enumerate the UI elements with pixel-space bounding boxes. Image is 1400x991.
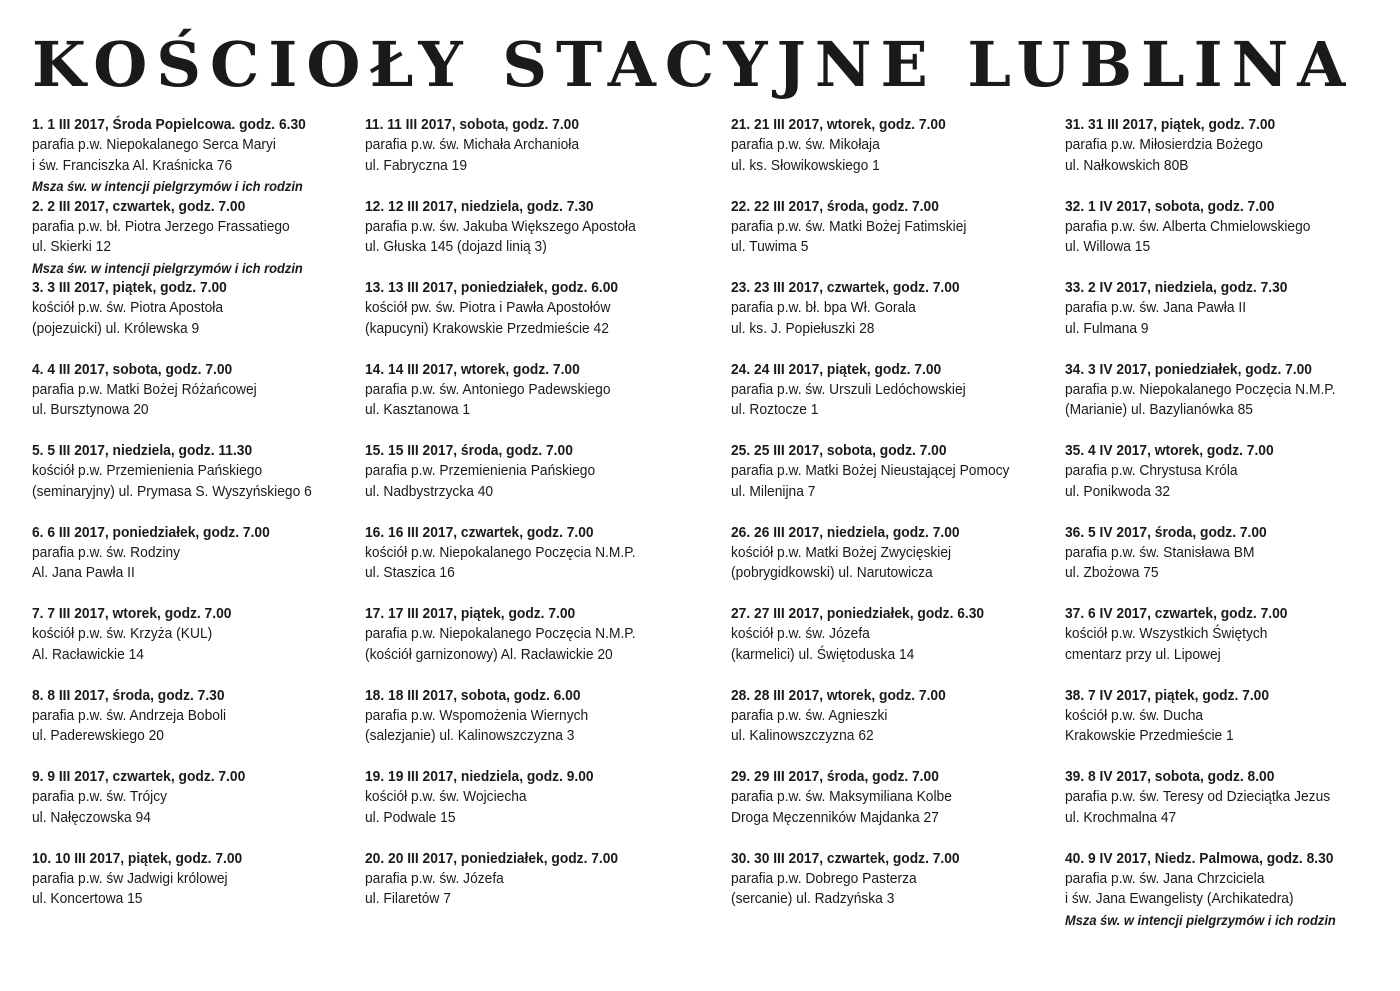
- schedule-entry: [365, 604, 678, 686]
- schedule-entry: [1065, 767, 1378, 849]
- entry-date-time: 3. 3 III 2017, piątek, godz. 7.00: [32, 279, 227, 296]
- entry-date-time: 18. 18 III 2017, sobota, godz. 6.00: [365, 686, 581, 704]
- schedule-entry: [1065, 686, 1378, 768]
- entry-date-time: 25. 25 III 2017, sobota, godz. 7.00: [731, 442, 947, 459]
- entry-address: ul. ks. J. Popiełuszki 28: [731, 319, 875, 337]
- entry-date-time: 33. 2 IV 2017, niedziela, godz. 7.30: [1065, 279, 1288, 296]
- entry-date-time: 5. 5 III 2017, niedziela, godz. 11.30: [32, 442, 253, 459]
- schedule-entry: [32, 604, 336, 686]
- entry-church-name: parafia p.w. św. Michała Archanioła: [365, 136, 580, 154]
- entry-church-name: parafia p.w. św. Trójcy: [32, 788, 167, 806]
- schedule-entry: [32, 360, 336, 442]
- entry-church-name: parafia p.w. św. Rodziny: [32, 543, 181, 561]
- entry-date-time: 35. 4 IV 2017, wtorek, godz. 7.00: [1065, 442, 1274, 459]
- schedule-entry: [731, 523, 1044, 605]
- entry-church-name: kościół p.w. św. Wojciecha: [365, 788, 527, 806]
- entry-address: ul. Podwale 15: [365, 808, 456, 826]
- schedule-entry: [32, 115, 336, 197]
- entry-mass-intention-note: Msza św. w intencji pielgrzymów i ich rodzin: [32, 178, 303, 195]
- entry-church-name: kościół p.w. św. Ducha: [1065, 706, 1204, 724]
- entry-mass-intention-note: Msza św. w intencji pielgrzymów i ich rodzin: [1065, 911, 1336, 928]
- entry-church-name: parafia p.w. św. Matki Bożej Fatimskiej: [731, 217, 967, 235]
- schedule-entry: [731, 115, 1044, 197]
- schedule-entry: [1065, 441, 1378, 523]
- schedule-entry: [365, 767, 678, 849]
- entry-church-name: parafia p.w. św. Teresy od Dzieciątka Jezus: [1065, 788, 1331, 806]
- entry-date-time: 27. 27 III 2017, poniedziałek, godz. 6.30: [731, 605, 985, 622]
- entry-address: Al. Jana Pawła II: [32, 564, 135, 582]
- entry-address: i św. Franciszka Al. Kraśnicka 76: [32, 156, 233, 174]
- schedule-column: [365, 115, 678, 930]
- entry-address: (pobrygidkowski) ul. Narutowicza: [731, 564, 933, 582]
- entry-date-time: 36. 5 IV 2017, środa, godz. 7.00: [1065, 523, 1267, 541]
- entry-date-time: 20. 20 III 2017, poniedziałek, godz. 7.00: [365, 849, 619, 867]
- entry-address: (kościół garnizonowy) Al. Racławickie 20: [365, 645, 613, 663]
- entry-church-name: parafia p.w. Miłosierdzia Bożego: [1065, 136, 1263, 154]
- entry-church-name: parafia p.w. św. Agnieszki: [731, 706, 888, 724]
- schedule-entry: [32, 278, 336, 360]
- schedule-entry: [1065, 360, 1378, 442]
- schedule-entry: [32, 849, 336, 931]
- entry-date-time: 13. 13 III 2017, poniedziałek, godz. 6.00: [365, 279, 619, 296]
- entry-date-time: 37. 6 IV 2017, czwartek, godz. 7.00: [1065, 605, 1288, 622]
- schedule-entry: [365, 523, 678, 605]
- schedule-entry: [365, 278, 678, 360]
- schedule-entry: [1065, 849, 1378, 931]
- entry-church-name: kościół p.w. Matki Bożej Zwycięskiej: [731, 543, 952, 561]
- entry-church-name: parafia p.w. Matki Bożej Nieustającej Pomocy: [731, 462, 1010, 480]
- entry-date-time: 30. 30 III 2017, czwartek, godz. 7.00: [731, 849, 960, 867]
- entry-address: ul. Roztocze 1: [731, 401, 819, 419]
- entry-address: (Marianie) ul. Bazylianówka 85: [1065, 401, 1253, 419]
- entry-address: ul. Fulmana 9: [1065, 319, 1149, 337]
- entry-church-name: parafia p.w. bł. bpa Wł. Gorala: [731, 299, 916, 317]
- entry-date-time: 11. 11 III 2017, sobota, godz. 7.00: [365, 116, 580, 133]
- schedule-entry: [365, 197, 678, 279]
- entry-church-name: parafia p.w. Dobrego Pasterza: [731, 869, 917, 887]
- schedule-entry: [731, 686, 1044, 768]
- schedule-entry: [1065, 115, 1378, 197]
- schedule-entry: [365, 360, 678, 442]
- entry-address: ul. Kasztanowa 1: [365, 401, 471, 419]
- entry-church-name: kościół p.w. św. Piotra Apostoła: [32, 299, 224, 317]
- entry-church-name: parafia p.w. Matki Bożej Różańcowej: [32, 380, 257, 398]
- entry-church-name: parafia p.w. św. Antoniego Padewskiego: [365, 380, 611, 398]
- entry-address: Droga Męczenników Majdanka 27: [731, 808, 939, 826]
- entry-address: ul. Nałkowskich 80B: [1065, 156, 1189, 174]
- entry-address: (kapucyni) Krakowskie Przedmieście 42: [365, 319, 609, 337]
- entry-address: ul. Koncertowa 15: [32, 890, 143, 908]
- entry-church-name: parafia p.w. Wspomożenia Wiernych: [365, 706, 589, 724]
- entry-address: Al. Racławickie 14: [32, 645, 144, 663]
- entry-date-time: 4. 4 III 2017, sobota, godz. 7.00: [32, 360, 233, 378]
- entry-date-time: 26. 26 III 2017, niedziela, godz. 7.00: [731, 523, 960, 541]
- schedule-entry: [365, 441, 678, 523]
- entry-address: cmentarz przy ul. Lipowej: [1065, 645, 1221, 663]
- entry-date-time: 15. 15 III 2017, środa, godz. 7.00: [365, 442, 573, 459]
- entry-address: ul. Nałęczowska 94: [32, 808, 151, 826]
- entry-church-name: parafia p.w. bł. Piotra Jerzego Frassatiego: [32, 217, 290, 235]
- entry-address: ul. Milenijna 7: [731, 482, 816, 500]
- entry-date-time: 9. 9 III 2017, czwartek, godz. 7.00: [32, 768, 246, 785]
- entry-date-time: 23. 23 III 2017, czwartek, godz. 7.00: [731, 279, 960, 296]
- schedule-entry: [731, 360, 1044, 442]
- schedule-entry: [731, 197, 1044, 279]
- entry-church-name: parafia p.w. św. Józefa: [365, 869, 504, 887]
- entry-church-name: kościół p.w. św. Krzyża (KUL): [32, 625, 213, 643]
- entry-date-time: 39. 8 IV 2017, sobota, godz. 8.00: [1065, 768, 1275, 785]
- entry-church-name: parafia p.w. św. Urszuli Ledóchowskiej: [731, 380, 966, 398]
- entry-date-time: 7. 7 III 2017, wtorek, godz. 7.00: [32, 605, 232, 622]
- entry-church-name: parafia p.w. św. Jana Chrzciciela: [1065, 869, 1265, 887]
- schedule-column: [32, 115, 336, 930]
- schedule-entry: [731, 604, 1044, 686]
- schedule-entry: [32, 767, 336, 849]
- entry-date-time: 10. 10 III 2017, piątek, godz. 7.00: [32, 849, 243, 867]
- entry-address: ul. Filaretów 7: [365, 890, 451, 908]
- entry-church-name: parafia p.w. św. Andrzeja Boboli: [32, 706, 227, 724]
- schedule-entry: [731, 441, 1044, 523]
- entry-date-time: 38. 7 IV 2017, piątek, godz. 7.00: [1065, 686, 1270, 704]
- entry-church-name: kościół p.w. Wszystkich Świętych: [1065, 625, 1268, 643]
- entry-address: (pojezuicki) ul. Królewska 9: [32, 319, 200, 337]
- schedule-entry: [731, 767, 1044, 849]
- schedule-entry: [32, 441, 336, 523]
- entry-church-name: kościół p.w. Przemienienia Pańskiego: [32, 462, 263, 480]
- entry-church-name: parafia p.w. Niepokalanego Poczęcia N.M.P.: [1065, 380, 1336, 398]
- schedule-entry: [32, 523, 336, 605]
- entry-address: ul. Ponikwoda 32: [1065, 482, 1171, 500]
- entry-church-name: parafia p.w. św. Stanisława BM: [1065, 543, 1255, 561]
- entry-date-time: 34. 3 IV 2017, poniedziałek, godz. 7.00: [1065, 360, 1312, 378]
- entry-date-time: 17. 17 III 2017, piątek, godz. 7.00: [365, 605, 576, 622]
- schedule-column: [731, 115, 1044, 930]
- entry-church-name: kościół p.w. św. Józefa: [731, 625, 870, 643]
- entry-date-time: 14. 14 III 2017, wtorek, godz. 7.00: [365, 360, 580, 378]
- entry-church-name: kościół pw. św. Piotra i Pawła Apostołów: [365, 299, 611, 317]
- entry-date-time: 16. 16 III 2017, czwartek, godz. 7.00: [365, 523, 594, 541]
- schedule-entry: [365, 115, 678, 197]
- schedule-column: [1065, 115, 1378, 930]
- schedule-entry: [365, 849, 678, 931]
- entry-date-time: 1. 1 III 2017, Środa Popielcowa. godz. 6.30: [32, 116, 306, 133]
- entry-address: ul. Zbożowa 75: [1065, 564, 1159, 582]
- entry-date-time: 6. 6 III 2017, poniedziałek, godz. 7.00: [32, 523, 270, 541]
- schedule-entry: [731, 278, 1044, 360]
- entry-address: ul. ks. Słowikowskiego 1: [731, 156, 880, 174]
- entry-date-time: 19. 19 III 2017, niedziela, godz. 9.00: [365, 768, 594, 785]
- entry-church-name: parafia p.w. Niepokalanego Poczęcia N.M.P.: [365, 625, 636, 643]
- entry-address: ul. Głuska 145 (dojazd linią 3): [365, 238, 547, 256]
- schedule-entry: [32, 686, 336, 768]
- entry-church-name: parafia p.w. św. Jakuba Większego Apostoła: [365, 217, 636, 235]
- entry-date-time: 2. 2 III 2017, czwartek, godz. 7.00: [32, 197, 246, 215]
- entry-date-time: 32. 1 IV 2017, sobota, godz. 7.00: [1065, 197, 1275, 215]
- entry-address: i św. Jana Ewangelisty (Archikatedra): [1065, 890, 1294, 908]
- page-title: KOŚCIOŁY STACYJNE LUBLINA: [32, 28, 1355, 101]
- entry-date-time: 12. 12 III 2017, niedziela, godz. 7.30: [365, 197, 594, 215]
- entry-church-name: parafia p.w. św Jadwigi królowej: [32, 869, 228, 887]
- entry-church-name: parafia p.w. Niepokalanego Serca Maryi: [32, 136, 276, 154]
- schedule-entry: [731, 849, 1044, 931]
- entry-address: ul. Fabryczna 19: [365, 156, 468, 174]
- entry-mass-intention-note: Msza św. w intencji pielgrzymów i ich rodzin: [32, 259, 303, 276]
- entry-address: ul. Willowa 15: [1065, 238, 1151, 256]
- entry-date-time: 21. 21 III 2017, wtorek, godz. 7.00: [731, 116, 946, 133]
- entry-church-name: parafia p.w. św. Alberta Chmielowskiego: [1065, 217, 1311, 235]
- schedule-entry: [1065, 523, 1378, 605]
- entry-date-time: 28. 28 III 2017, wtorek, godz. 7.00: [731, 686, 946, 704]
- entry-address: ul. Bursztynowa 20: [32, 401, 149, 419]
- entry-church-name: parafia p.w. Chrystusa Króla: [1065, 462, 1238, 480]
- entry-church-name: parafia p.w. św. Mikołaja: [731, 136, 880, 154]
- entry-address: ul. Nadbystrzycka 40: [365, 482, 494, 500]
- entry-date-time: 31. 31 III 2017, piątek, godz. 7.00: [1065, 116, 1276, 133]
- entry-church-name: kościół p.w. Niepokalanego Poczęcia N.M.P.: [365, 543, 636, 561]
- entry-address: (salezjanie) ul. Kalinowszczyzna 3: [365, 727, 575, 745]
- entry-address: (karmelici) ul. Świętoduska 14: [731, 645, 915, 663]
- schedule-entry: [32, 197, 336, 279]
- entry-address: Krakowskie Przedmieście 1: [1065, 727, 1234, 745]
- entry-church-name: parafia p.w. św. Maksymiliana Kolbe: [731, 788, 952, 806]
- entry-address: ul. Kalinowszczyzna 62: [731, 727, 874, 745]
- entry-church-name: parafia p.w. Przemienienia Pańskiego: [365, 462, 596, 480]
- schedule-entry: [1065, 278, 1378, 360]
- entry-date-time: 24. 24 III 2017, piątek, godz. 7.00: [731, 360, 942, 378]
- entry-date-time: 40. 9 IV 2017, Niedz. Palmowa, godz. 8.30: [1065, 849, 1334, 867]
- entry-date-time: 8. 8 III 2017, środa, godz. 7.30: [32, 686, 225, 704]
- entry-address: (sercanie) ul. Radzyńska 3: [731, 890, 895, 908]
- schedule-entry: [1065, 197, 1378, 279]
- entry-address: ul. Krochmalna 47: [1065, 808, 1177, 826]
- schedule-entry: [1065, 604, 1378, 686]
- entry-address: ul. Staszica 16: [365, 564, 455, 582]
- entry-church-name: parafia p.w. św. Jana Pawła II: [1065, 299, 1247, 317]
- entry-address: ul. Tuwima 5: [731, 238, 809, 256]
- entry-date-time: 29. 29 III 2017, środa, godz. 7.00: [731, 768, 939, 785]
- entry-address: (seminaryjny) ul. Prymasa S. Wyszyńskiego 6: [32, 482, 312, 500]
- schedule-entry: [365, 686, 678, 768]
- entry-date-time: 22. 22 III 2017, środa, godz. 7.00: [731, 197, 939, 215]
- entry-address: ul. Skierki 12: [32, 238, 112, 256]
- entry-address: ul. Paderewskiego 20: [32, 727, 164, 745]
